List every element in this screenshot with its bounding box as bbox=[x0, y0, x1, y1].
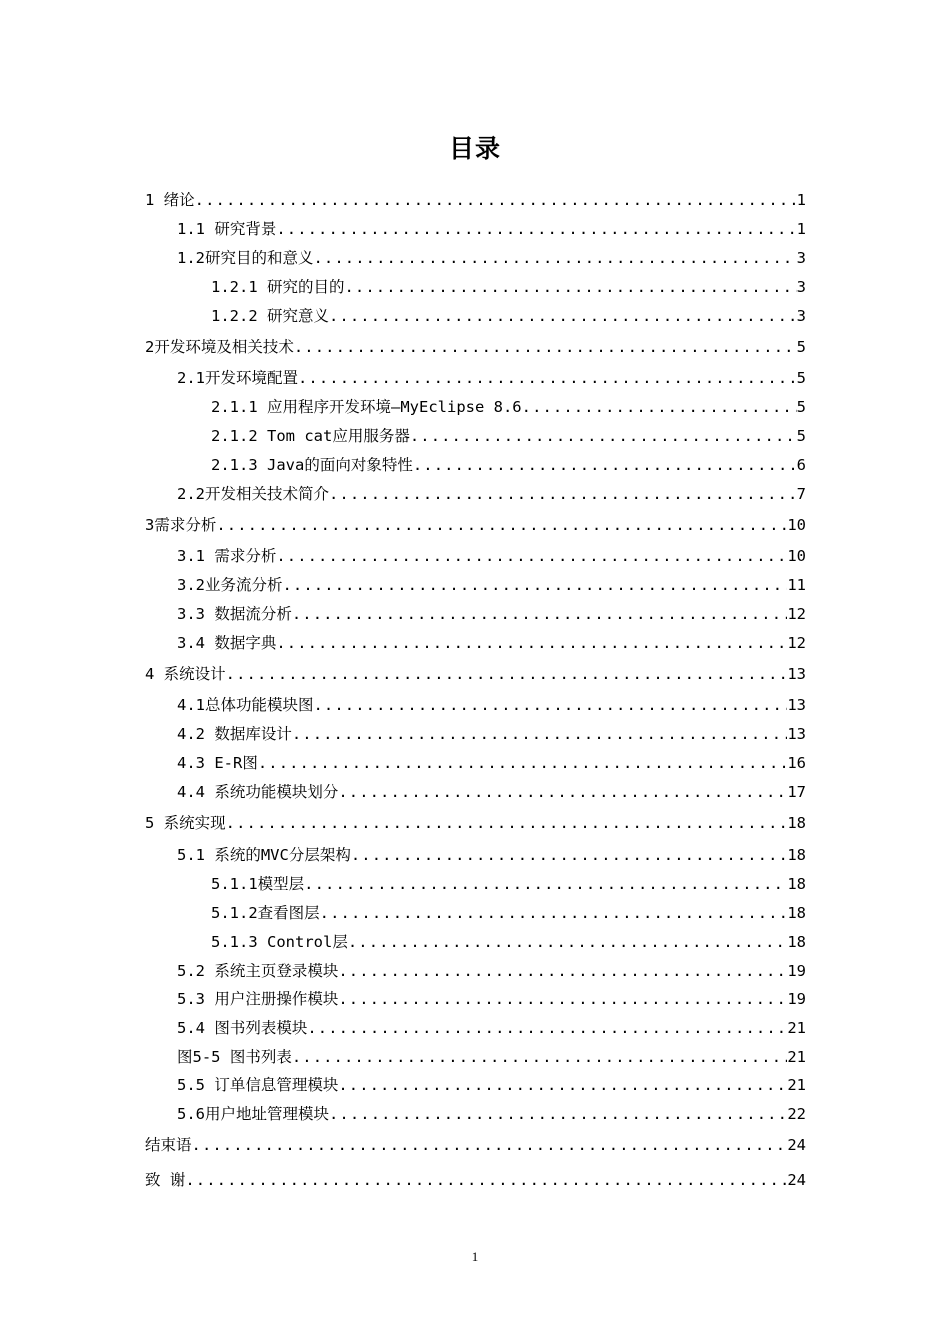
toc-entry-title: 5.2 系统主页登录模块 bbox=[177, 962, 339, 980]
page-title: 目录 bbox=[448, 134, 501, 163]
toc-entry[interactable] bbox=[145, 186, 806, 214]
toc-entry-page: 13 bbox=[787, 696, 806, 714]
toc-entry-title: 2.1开发环境配置 bbox=[177, 369, 298, 387]
page-number: 1 bbox=[471, 1249, 479, 1264]
toc-entry-page: 21 bbox=[787, 1019, 806, 1037]
toc-dot-leader bbox=[283, 571, 788, 599]
toc-entry-page: 5 bbox=[796, 427, 806, 445]
toc-entry-page: 18 bbox=[787, 904, 806, 922]
toc-entry[interactable] bbox=[145, 511, 806, 539]
toc-entry[interactable] bbox=[177, 1014, 806, 1042]
toc-dot-leader bbox=[320, 899, 788, 927]
toc-entry-page: 1 bbox=[796, 220, 806, 238]
toc-entry[interactable] bbox=[177, 749, 806, 777]
toc-dot-leader bbox=[226, 809, 788, 837]
toc-entry-title: 5.3 用户注册操作模块 bbox=[177, 990, 339, 1008]
toc-dot-leader bbox=[314, 691, 788, 719]
toc-entry[interactable] bbox=[211, 393, 806, 421]
toc-entry-page: 19 bbox=[787, 962, 806, 980]
toc-entry-page: 16 bbox=[787, 754, 806, 772]
toc-entry[interactable] bbox=[177, 244, 806, 272]
toc-dot-leader bbox=[307, 1014, 787, 1042]
toc-entry-page: 12 bbox=[787, 605, 806, 623]
toc-entry-title: 2.2开发相关技术简介 bbox=[177, 485, 329, 503]
toc-entry[interactable] bbox=[145, 1166, 806, 1194]
toc-entry[interactable] bbox=[177, 720, 806, 748]
toc-dot-leader bbox=[276, 542, 787, 570]
toc-dot-leader bbox=[338, 778, 787, 806]
toc-entry-page: 13 bbox=[787, 665, 806, 683]
toc-dot-leader bbox=[345, 273, 797, 301]
toc-entry-page: 18 bbox=[787, 875, 806, 893]
toc-dot-leader bbox=[298, 364, 797, 392]
toc-entry[interactable] bbox=[177, 629, 806, 657]
toc-dot-leader bbox=[226, 660, 788, 688]
toc-entry-title: 1.2.2 研究意义 bbox=[211, 307, 329, 325]
toc-entry[interactable] bbox=[177, 1100, 806, 1128]
toc-entry-page: 21 bbox=[787, 1076, 806, 1094]
toc-dot-leader bbox=[192, 1131, 788, 1159]
toc-entry-page: 12 bbox=[787, 634, 806, 652]
toc-entry-title: 4.2 数据库设计 bbox=[177, 725, 292, 743]
toc-dot-leader bbox=[413, 451, 797, 479]
toc-dot-leader bbox=[276, 629, 787, 657]
toc-entry-title: 5 系统实现 bbox=[145, 814, 226, 832]
toc-entry-title: 结束语 bbox=[145, 1136, 192, 1154]
toc-dot-leader bbox=[195, 186, 797, 214]
toc-entry-page: 18 bbox=[787, 933, 806, 951]
toc-entry-title: 1 绪论 bbox=[145, 191, 195, 209]
toc-dot-leader bbox=[338, 1071, 787, 1099]
toc-entry-page: 24 bbox=[787, 1136, 806, 1154]
toc-entry-title: 2.1.2 Tom cat应用服务器 bbox=[211, 427, 410, 445]
toc-entry-title: 致 谢 bbox=[145, 1171, 186, 1189]
toc-entry-page: 7 bbox=[796, 485, 806, 503]
toc-entry[interactable] bbox=[211, 451, 806, 479]
toc-dot-leader bbox=[292, 600, 788, 628]
toc-dot-leader bbox=[216, 511, 787, 539]
toc-entry-page: 17 bbox=[787, 783, 806, 801]
toc-entry[interactable] bbox=[177, 778, 806, 806]
toc-entry[interactable] bbox=[211, 928, 806, 956]
toc-entry-title: 5.6用户地址管理模块 bbox=[177, 1105, 329, 1123]
toc-entry[interactable] bbox=[211, 302, 806, 330]
toc-dot-leader bbox=[314, 244, 797, 272]
toc-entry-page: 5 bbox=[796, 398, 806, 416]
toc-entry-title: 2.1.3 Java的面向对象特性 bbox=[211, 456, 413, 474]
toc-entry[interactable] bbox=[145, 1131, 806, 1159]
toc-dot-leader bbox=[292, 720, 788, 748]
toc-entry-page: 5 bbox=[796, 338, 806, 356]
toc-entry-title: 3需求分析 bbox=[145, 516, 217, 534]
toc-entry-title: 3.1 需求分析 bbox=[177, 547, 277, 565]
toc-entry[interactable] bbox=[177, 1071, 806, 1099]
toc-entry-page: 3 bbox=[796, 249, 806, 267]
toc-entry[interactable] bbox=[211, 273, 806, 301]
toc-entry-title: 图5-5 图书列表 bbox=[177, 1048, 292, 1066]
toc-dot-leader bbox=[338, 957, 787, 985]
toc-entry-page: 18 bbox=[787, 846, 806, 864]
toc-entry-title: 3.2业务流分析 bbox=[177, 576, 283, 594]
toc-dot-leader bbox=[338, 985, 787, 1013]
toc-entry-page: 5 bbox=[796, 369, 806, 387]
toc-entry[interactable] bbox=[177, 691, 806, 719]
toc-entry-title: 5.1.2查看图层 bbox=[211, 904, 320, 922]
toc-entry-title: 4.1总体功能模块图 bbox=[177, 696, 314, 714]
toc-entry-title: 1.2研究目的和意义 bbox=[177, 249, 314, 267]
toc-entry[interactable] bbox=[145, 660, 806, 688]
toc-entry[interactable] bbox=[177, 600, 806, 628]
toc-dot-leader bbox=[410, 422, 797, 450]
toc-entry-title: 1.1 研究背景 bbox=[177, 220, 277, 238]
toc-dot-leader bbox=[304, 870, 787, 898]
toc-entry[interactable] bbox=[211, 422, 806, 450]
toc-entry-title: 1.2.1 研究的目的 bbox=[211, 278, 345, 296]
toc-entry-page: 24 bbox=[787, 1171, 806, 1189]
toc-entry[interactable] bbox=[177, 542, 806, 570]
toc-dot-leader bbox=[522, 393, 797, 421]
toc-entry[interactable] bbox=[177, 571, 806, 599]
toc-entry-title: 4.3 E-R图 bbox=[177, 754, 258, 772]
toc-entry[interactable] bbox=[145, 333, 806, 361]
toc-dot-leader bbox=[351, 841, 788, 869]
toc-entry-title: 5.4 图书列表模块 bbox=[177, 1019, 308, 1037]
toc-entry-title: 5.5 订单信息管理模块 bbox=[177, 1076, 339, 1094]
toc-entry-page: 6 bbox=[796, 456, 806, 474]
toc-entry-title: 2开发环境及相关技术 bbox=[145, 338, 294, 356]
toc-dot-leader bbox=[294, 333, 797, 361]
toc-entry-title: 4 系统设计 bbox=[145, 665, 226, 683]
toc-entry-page: 10 bbox=[787, 547, 806, 565]
toc-entry-page: 3 bbox=[796, 278, 806, 296]
toc-entry-page: 1 bbox=[796, 191, 806, 209]
toc-entry-page: 13 bbox=[787, 725, 806, 743]
toc-entry[interactable] bbox=[177, 364, 806, 392]
toc-entry[interactable] bbox=[177, 1043, 806, 1071]
toc-entry-page: 11 bbox=[787, 576, 806, 594]
toc-entry-page: 18 bbox=[787, 814, 806, 832]
toc-dot-leader bbox=[348, 928, 788, 956]
toc-entry[interactable] bbox=[211, 870, 806, 898]
toc-entry[interactable] bbox=[177, 985, 806, 1013]
toc-entry[interactable] bbox=[177, 480, 806, 508]
toc-entry-title: 2.1.1 应用程序开发环境—MyEclipse 8.6 bbox=[211, 398, 522, 416]
toc-dot-leader bbox=[258, 749, 788, 777]
toc-entry-title: 4.4 系统功能模块划分 bbox=[177, 783, 339, 801]
toc-entry-page: 19 bbox=[787, 990, 806, 1008]
toc-entry-page: 3 bbox=[796, 307, 806, 325]
toc-entry[interactable] bbox=[211, 899, 806, 927]
toc-dot-leader bbox=[185, 1166, 787, 1194]
toc-entry-title: 3.4 数据字典 bbox=[177, 634, 277, 652]
toc-dot-leader bbox=[329, 1100, 787, 1128]
toc-dot-leader bbox=[329, 480, 797, 508]
toc-entry-page: 22 bbox=[787, 1105, 806, 1123]
toc-entry[interactable] bbox=[177, 841, 806, 869]
toc-entry[interactable] bbox=[177, 957, 806, 985]
toc-entry-title: 5.1.3 Control层 bbox=[211, 933, 348, 951]
toc-entry-page: 21 bbox=[787, 1048, 806, 1066]
toc-dot-leader bbox=[292, 1043, 788, 1071]
toc-entry-title: 5.1 系统的MVC分层架构 bbox=[177, 846, 351, 864]
toc-entry-title: 5.1.1模型层 bbox=[211, 875, 305, 893]
toc-dot-leader bbox=[276, 215, 796, 243]
toc-entry[interactable] bbox=[177, 215, 806, 243]
toc-entry-page: 10 bbox=[787, 516, 806, 534]
toc-dot-leader bbox=[329, 302, 797, 330]
toc-entry[interactable] bbox=[145, 809, 806, 837]
toc-entry-title: 3.3 数据流分析 bbox=[177, 605, 292, 623]
